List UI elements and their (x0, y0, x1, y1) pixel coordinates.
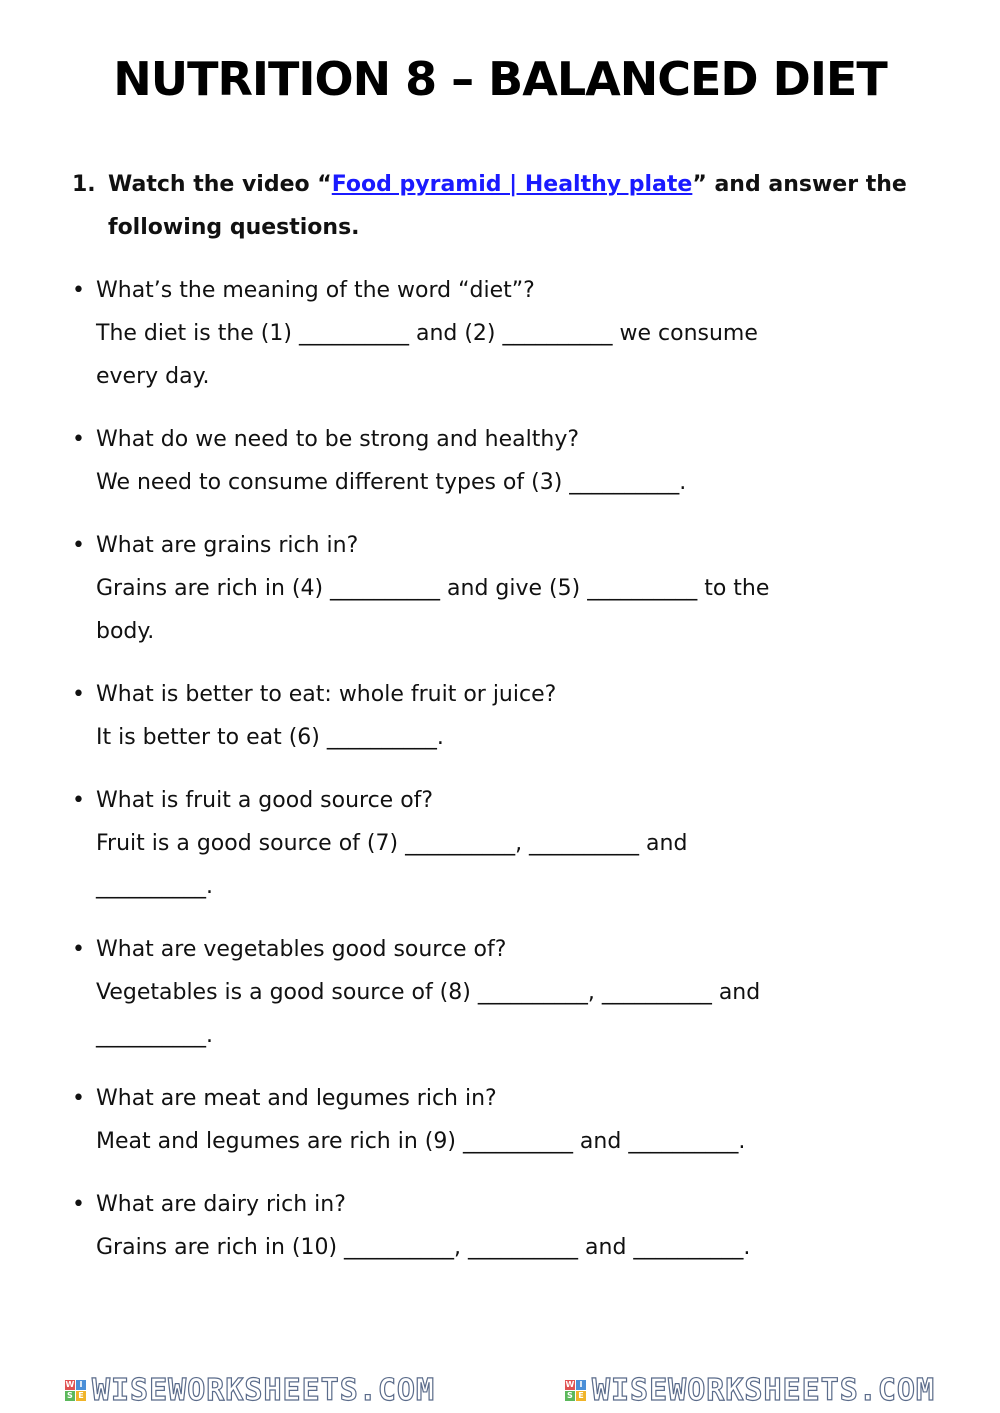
question-item (72, 524, 922, 653)
page-title: NUTRITION 8 – BALANCED DIET (113, 52, 887, 106)
logo-letter: E (76, 1391, 86, 1401)
video-link[interactable]: Food pyramid | Healthy plate (331, 172, 693, 197)
question-item (72, 269, 922, 398)
logo-letter: I (576, 1380, 586, 1390)
logo-letter: S (565, 1391, 575, 1401)
question-item (72, 1183, 922, 1269)
brand-logo (565, 1373, 935, 1408)
answer-line: __________. (96, 874, 213, 899)
question-item (72, 673, 922, 759)
brand-logo (65, 1373, 435, 1408)
bullet-icon: • (72, 682, 85, 707)
question-text: What are meat and legumes rich in? (96, 1086, 497, 1111)
logo-letter: W (65, 1380, 75, 1389)
logo-icon (65, 1380, 86, 1401)
footer-watermark (0, 1368, 1000, 1413)
question-text: What are dairy rich in? (96, 1192, 346, 1217)
instruction-number: 1. (72, 172, 96, 197)
answer-line: Vegetables is a good source of (8) __________, __________ and (96, 980, 761, 1005)
instruction (72, 163, 922, 249)
answer-line: Fruit is a good source of (7) __________, __________ and (96, 831, 688, 856)
bullet-icon: • (72, 533, 85, 558)
bullet-icon: • (72, 1086, 85, 1111)
answer-line: body. (96, 619, 155, 644)
question-text: What are grains rich in? (96, 533, 359, 558)
question-item (72, 779, 922, 908)
question-text: What do we need to be strong and healthy? (96, 427, 580, 452)
answer-line: __________. (96, 1023, 213, 1048)
brand-text: WISEWORKSHEETS.COM (91, 1373, 436, 1408)
answer-line: Meat and legumes are rich in (9) __________ and __________. (96, 1129, 746, 1154)
answer-line: We need to consume different types of (3) __________. (96, 470, 687, 495)
instruction-suffix: ” and answer the following questions. (108, 172, 907, 240)
logo-icon (565, 1380, 586, 1401)
question-text: What is better to eat: whole fruit or juice? (96, 682, 557, 707)
instruction-text (108, 163, 922, 249)
bullet-icon: • (72, 788, 85, 813)
logo-letter: I (76, 1380, 86, 1390)
answer-line: It is better to eat (6) __________. (96, 725, 444, 750)
question-text: What’s the meaning of the word “diet”? (96, 278, 535, 303)
question-item (72, 418, 922, 504)
bullet-icon: • (72, 937, 85, 962)
answer-line: Grains are rich in (10) __________, __________ and __________. (96, 1235, 751, 1260)
logo-letter: E (576, 1391, 586, 1401)
instruction-prefix: Watch the video “ (108, 172, 332, 197)
bullet-icon: • (72, 1192, 85, 1217)
question-item (72, 1077, 922, 1163)
answer-line: every day. (96, 364, 210, 389)
question-text: What are vegetables good source of? (96, 937, 507, 962)
answer-line: Grains are rich in (4) __________ and give (5) __________ to the (96, 576, 770, 601)
logo-letter: S (65, 1391, 75, 1401)
bullet-icon: • (72, 278, 85, 303)
question-item (72, 928, 922, 1057)
question-text: What is fruit a good source of? (96, 788, 434, 813)
logo-letter: W (565, 1380, 575, 1389)
answer-line: The diet is the (1) __________ and (2) __________ we consume (96, 321, 758, 346)
bullet-icon: • (72, 427, 85, 452)
brand-text: WISEWORKSHEETS.COM (591, 1373, 936, 1408)
question-list (72, 269, 922, 1289)
